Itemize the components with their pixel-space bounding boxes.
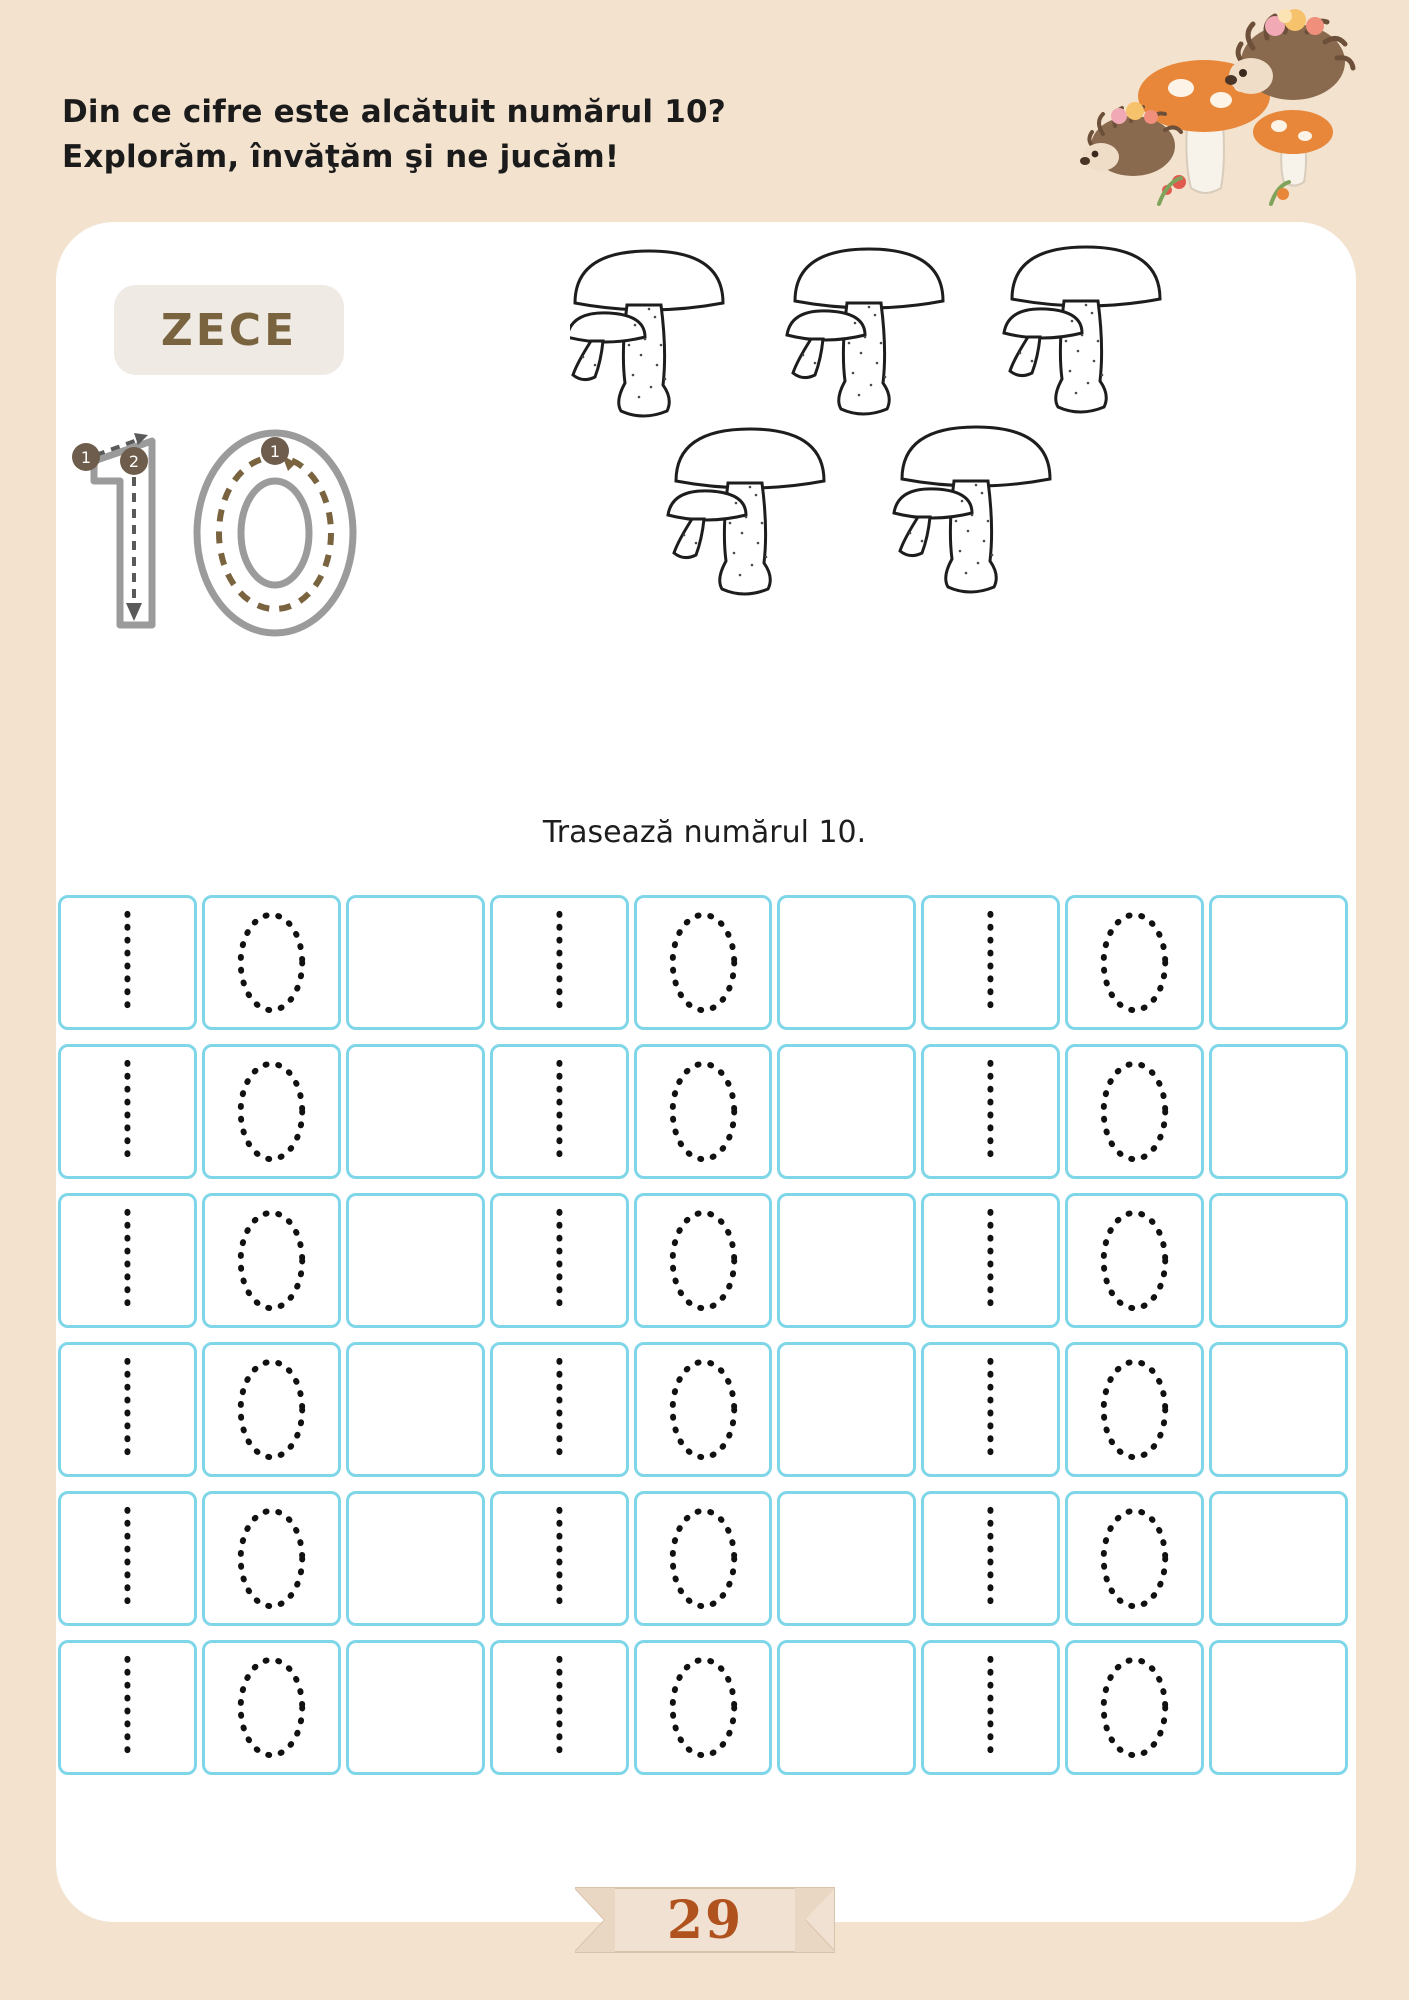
tracing-cell-one[interactable] (490, 1342, 629, 1477)
tracing-cell-blank[interactable] (346, 895, 485, 1030)
tracing-cell-one[interactable] (921, 1044, 1060, 1179)
dotted-one-glyph (493, 1196, 626, 1325)
dotted-one-glyph (924, 898, 1057, 1027)
instruction-text: Trasează numărul 10. (542, 815, 867, 850)
dotted-one-glyph (61, 1643, 194, 1772)
page-number-ribbon (575, 1880, 835, 1960)
tracing-cell-one[interactable] (490, 1491, 629, 1626)
tracing-cell-blank[interactable] (1209, 1491, 1348, 1626)
tracing-cell-zero[interactable] (202, 1044, 341, 1179)
dotted-one-glyph (493, 1494, 626, 1623)
dotted-one-glyph (493, 1643, 626, 1772)
dotted-zero-glyph (637, 898, 770, 1027)
tracing-cell-blank[interactable] (777, 1640, 916, 1775)
tracing-cell-one[interactable] (58, 1342, 197, 1477)
dotted-zero-glyph (1068, 1196, 1201, 1325)
tracing-cell-zero[interactable] (634, 895, 773, 1030)
dotted-zero-glyph (205, 1345, 338, 1474)
title-block (62, 90, 962, 180)
dotted-zero-glyph (205, 1047, 338, 1176)
dotted-one-glyph (61, 898, 194, 1027)
tracing-cell-one[interactable] (58, 895, 197, 1030)
svg-text:2: 2 (128, 452, 140, 471)
tracing-cell-blank[interactable] (346, 1640, 485, 1775)
hedgehogs-and-mushrooms-icon (1071, 4, 1391, 214)
dotted-one-glyph (924, 1196, 1057, 1325)
dotted-zero-glyph (1068, 1047, 1201, 1176)
tracing-grid (58, 895, 1348, 1789)
tracing-cell-blank[interactable] (777, 1193, 916, 1328)
tracing-cell-blank[interactable] (1209, 1044, 1348, 1179)
tracing-row (58, 1193, 1348, 1328)
dotted-one-glyph (61, 1494, 194, 1623)
dotted-zero-glyph (1068, 898, 1201, 1027)
tracing-cell-zero[interactable] (634, 1193, 773, 1328)
tracing-cell-zero[interactable] (1065, 1044, 1204, 1179)
dotted-zero-glyph (637, 1047, 770, 1176)
dotted-zero-glyph (637, 1643, 770, 1772)
dotted-zero-glyph (205, 1643, 338, 1772)
tracing-cell-one[interactable] (58, 1193, 197, 1328)
tracing-cell-one[interactable] (58, 1640, 197, 1775)
tracing-cell-zero[interactable] (1065, 1193, 1204, 1328)
page-title-line-2: Explorăm, învăţăm şi ne jucăm! (62, 138, 620, 175)
tracing-row (58, 1342, 1348, 1477)
page-title-line-1: Din ce cifre este alcătuit numărul 10? (62, 94, 726, 130)
tracing-cell-one[interactable] (490, 895, 629, 1030)
tracing-cell-one[interactable] (58, 1491, 197, 1626)
tracing-row (58, 895, 1348, 1030)
tracing-cell-zero[interactable] (1065, 895, 1204, 1030)
dotted-zero-glyph (205, 898, 338, 1027)
big-traceable-number-10 (60, 415, 400, 655)
tracing-cell-one[interactable] (921, 895, 1060, 1030)
dotted-zero-glyph (205, 1196, 338, 1325)
dotted-one-glyph (924, 1047, 1057, 1176)
tracing-cell-zero[interactable] (634, 1640, 773, 1775)
tracing-row (58, 1044, 1348, 1179)
tracing-row (58, 1491, 1348, 1626)
svg-text:1: 1 (269, 442, 281, 461)
tracing-cell-blank[interactable] (777, 1491, 916, 1626)
dotted-one-glyph (924, 1643, 1057, 1772)
dotted-zero-glyph (637, 1196, 770, 1325)
tracing-cell-zero[interactable] (202, 1640, 341, 1775)
tracing-cell-zero[interactable] (202, 895, 341, 1030)
number-word-badge (114, 285, 344, 375)
tracing-cell-blank[interactable] (777, 1044, 916, 1179)
tracing-cell-one[interactable] (921, 1193, 1060, 1328)
dotted-one-glyph (61, 1047, 194, 1176)
tracing-cell-blank[interactable] (346, 1044, 485, 1179)
tracing-cell-zero[interactable] (202, 1342, 341, 1477)
tracing-cell-blank[interactable] (777, 895, 916, 1030)
dotted-one-glyph (924, 1345, 1057, 1474)
dotted-zero-glyph (1068, 1643, 1201, 1772)
tracing-cell-blank[interactable] (346, 1491, 485, 1626)
page-number: 29 (666, 1890, 744, 1951)
tracing-cell-zero[interactable] (1065, 1640, 1204, 1775)
dotted-one-glyph (493, 1345, 626, 1474)
tracing-cell-zero[interactable] (202, 1193, 341, 1328)
dotted-one-glyph (924, 1494, 1057, 1623)
dotted-zero-glyph (1068, 1345, 1201, 1474)
page-header (0, 0, 1409, 220)
tracing-cell-one[interactable] (921, 1640, 1060, 1775)
tracing-cell-blank[interactable] (1209, 1640, 1348, 1775)
dotted-one-glyph (61, 1196, 194, 1325)
tracing-cell-blank[interactable] (1209, 1193, 1348, 1328)
mushroom-count-illustration (570, 245, 1210, 625)
tracing-cell-one[interactable] (921, 1491, 1060, 1626)
tracing-cell-blank[interactable] (777, 1342, 916, 1477)
dotted-zero-glyph (637, 1345, 770, 1474)
tracing-cell-zero[interactable] (1065, 1342, 1204, 1477)
tracing-row (58, 1640, 1348, 1775)
tracing-cell-zero[interactable] (634, 1491, 773, 1626)
tracing-cell-blank[interactable] (1209, 895, 1348, 1030)
tracing-cell-zero[interactable] (634, 1342, 773, 1477)
tracing-cell-zero[interactable] (1065, 1491, 1204, 1626)
number-word-label: ZECE (160, 304, 298, 356)
tracing-cell-one[interactable] (490, 1044, 629, 1179)
tracing-cell-one[interactable] (921, 1342, 1060, 1477)
tracing-cell-blank[interactable] (346, 1342, 485, 1477)
dotted-one-glyph (493, 1047, 626, 1176)
tracing-cell-zero[interactable] (202, 1491, 341, 1626)
tracing-cell-one[interactable] (490, 1193, 629, 1328)
tracing-cell-blank[interactable] (1209, 1342, 1348, 1477)
svg-text:1: 1 (80, 448, 92, 467)
dotted-zero-glyph (1068, 1494, 1201, 1623)
tracing-cell-zero[interactable] (634, 1044, 773, 1179)
tracing-cell-blank[interactable] (346, 1193, 485, 1328)
dotted-zero-glyph (637, 1494, 770, 1623)
dotted-zero-glyph (205, 1494, 338, 1623)
dotted-one-glyph (493, 898, 626, 1027)
tracing-cell-one[interactable] (490, 1640, 629, 1775)
tracing-cell-one[interactable] (58, 1044, 197, 1179)
dotted-one-glyph (61, 1345, 194, 1474)
